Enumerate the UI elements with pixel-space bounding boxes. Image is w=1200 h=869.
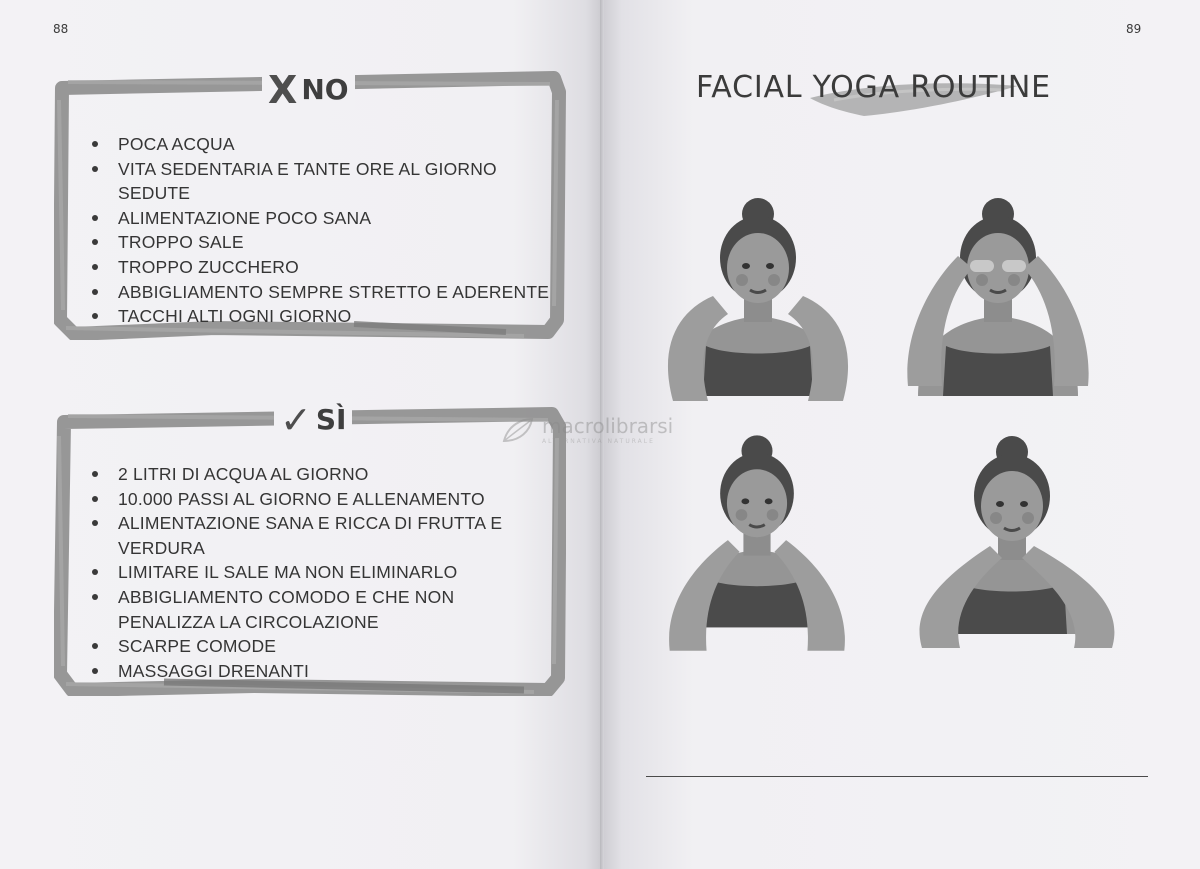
page-title: FACIAL YOGA ROUTINE <box>696 70 1051 105</box>
no-list <box>88 132 558 329</box>
watermark <box>500 414 673 445</box>
list-item: TROPPO ZUCCHERO <box>88 255 558 280</box>
list-item: LIMITARE IL SALE MA NON ELIMINARLO <box>88 560 558 585</box>
watermark-subtext: ALTERNATIVA NATURALE <box>542 438 655 445</box>
si-box <box>54 398 566 696</box>
list-item: MASSAGGI DRENANTI <box>88 659 558 684</box>
no-box-title <box>262 70 355 110</box>
page-number-left: 88 <box>53 22 69 36</box>
list-item: ABBIGLIAMENTO COMODO E CHE NON PENALIZZA LA CIRCOLAZIONE <box>88 585 478 634</box>
list-item: ALIMENTAZIONE POCO SANA <box>88 206 558 231</box>
list-item: TROPPO SALE <box>88 230 558 255</box>
no-box-title-text: NO <box>301 73 349 106</box>
leaf-logo-icon <box>500 415 536 445</box>
x-icon: X <box>268 68 298 112</box>
yoga-figure-1 <box>658 196 858 410</box>
yoga-figure-2 <box>890 196 1106 396</box>
si-box-title <box>274 398 352 442</box>
checkmark-icon: ✓ <box>280 398 312 442</box>
list-item: ABBIGLIAMENTO SEMPRE STRETTO E ADERENTE <box>88 280 558 305</box>
list-item: SCARPE COMODE <box>88 634 558 659</box>
yoga-figure-3 <box>660 430 854 658</box>
no-box <box>54 70 566 340</box>
list-item: 10.000 PASSI AL GIORNO E ALLENAMENTO <box>88 487 558 512</box>
bottom-rule <box>646 776 1148 777</box>
page-number-right: 89 <box>1126 22 1142 36</box>
list-item: POCA ACQUA <box>88 132 558 157</box>
list-item: 2 LITRI DI ACQUA AL GIORNO <box>88 462 558 487</box>
yoga-figure-4 <box>900 434 1134 652</box>
si-list <box>88 462 558 683</box>
list-item: TACCHI ALTI OGNI GIORNO <box>88 304 558 329</box>
right-page <box>604 0 1200 869</box>
si-box-title-text: SÌ <box>315 403 347 436</box>
list-item: ALIMENTAZIONE SANA E RICCA DI FRUTTA E VERDURA <box>88 511 558 560</box>
list-item: VITA SEDENTARIA E TANTE ORE AL GIORNO SEDUTE <box>88 157 558 206</box>
watermark-text: macrolibrarsi <box>542 414 674 438</box>
